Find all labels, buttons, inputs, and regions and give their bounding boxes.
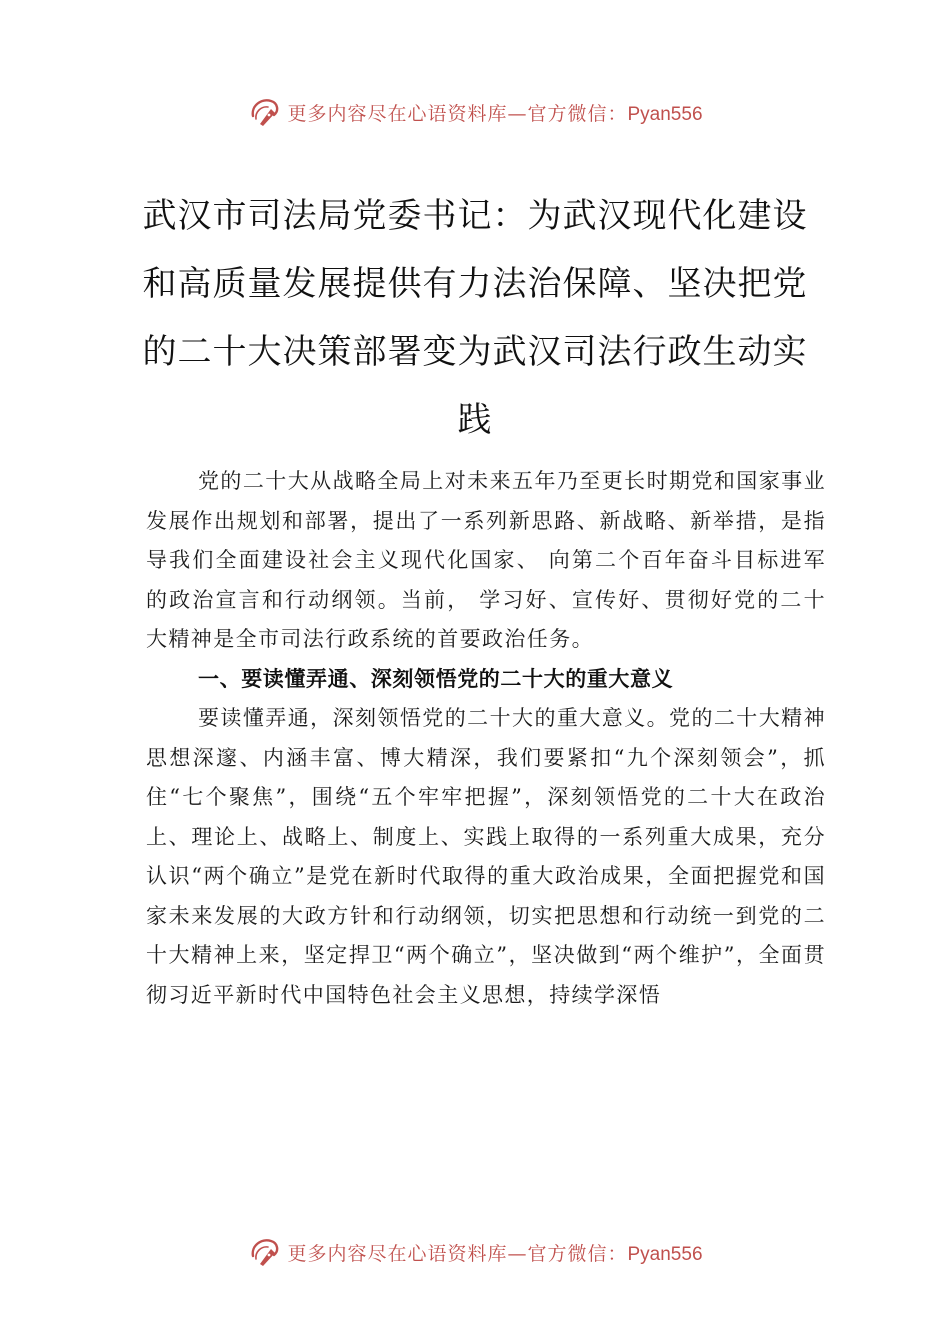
banner-promo-text: 更多内容尽在心语资料库—官方微信： <box>287 1242 628 1265</box>
header-banner <box>0 92 950 132</box>
footer-banner <box>0 1232 950 1272</box>
document-title: 武汉市司法局党委书记：为武汉现代化建设和高质量发展提供有力法治保障、坚决把党的二十大决策部署变为武汉司法行政生动实践 <box>142 196 808 440</box>
intro-paragraph: 党的二十大从战略全局上对未来五年乃至更长时期党和国家事业发展作出规划和部署，提出了一系列新思路、新战略、新举措，是指导我们全面建设社会主义现代化国家、 向第二个百年奋斗目标进军的政治宣言和行动纲领。当前， 学习好、宣传好、贯彻好党的二十大精神是全市司法行政系统的首要政治任务。 <box>146 469 826 651</box>
pen-logo-icon <box>247 94 283 130</box>
banner-text <box>287 1239 702 1266</box>
banner-promo-text: 更多内容尽在心语资料库—官方微信： <box>287 102 628 125</box>
banner-wechat-id: Pyan556 <box>627 103 703 125</box>
document-body <box>146 462 826 1015</box>
banner-wechat-id: Pyan556 <box>627 1243 703 1265</box>
section-heading-1: 一、要读懂弄通、深刻领悟党的二十大的重大意义 <box>198 666 674 691</box>
section-1-paragraph: 要读懂弄通，深刻领悟党的二十大的重大意义。党的二十大精神思想深邃、内涵丰富、博大精深，我们要紧扣“九个深刻领会”，抓住“七个聚焦”，围绕“五个牢牢把握”，深刻领悟党的二十大在政治上、理论上、战略上、制度上、实践上取得的一系列重大成果，充分认识“两个确立”是党在新时代取得的重大政治成果，全面把握党和国家未来发展的大政方针和行动纲领，切实把思想和行动统一到党的二十大精神上来，坚定捍卫“两个确立”，坚决做到“两个维护”，全面贯彻习近平新时代中国特色社会主义思想，持续学深悟 <box>146 706 826 1007</box>
pen-logo-icon <box>247 1234 283 1270</box>
banner-text <box>287 99 702 126</box>
